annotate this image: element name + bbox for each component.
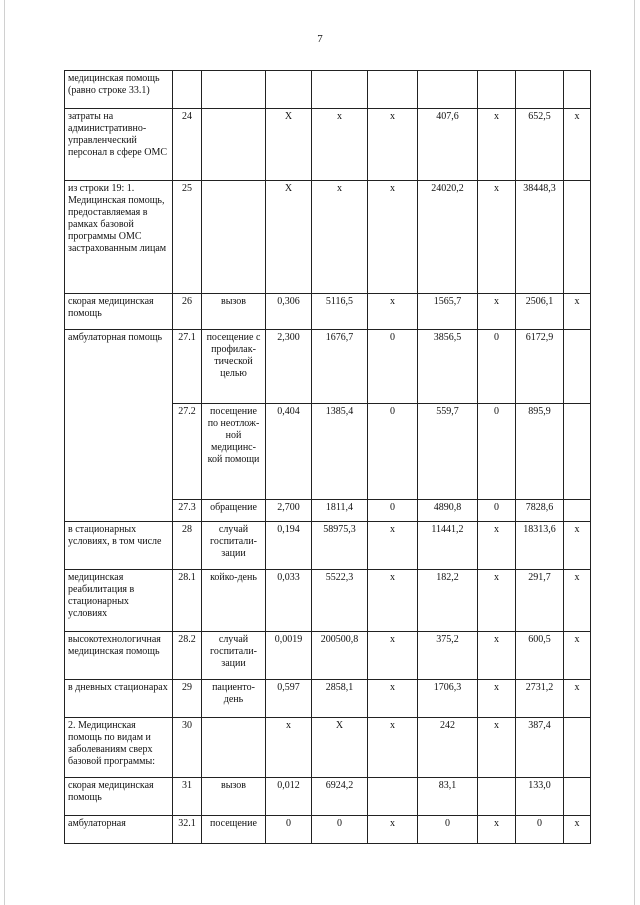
table-cell: 0 — [312, 816, 368, 844]
table-cell: х — [368, 294, 418, 330]
financing-table — [64, 70, 591, 844]
table-cell — [564, 778, 591, 816]
table-cell: 375,2 — [418, 632, 478, 680]
table-cell — [564, 330, 591, 404]
row-name: высокотехнологичная медицинская помощь — [65, 632, 173, 680]
table-cell: 182,2 — [418, 570, 478, 632]
table-cell: 1706,3 — [418, 680, 478, 718]
table-cell: 0,597 — [266, 680, 312, 718]
table-cell: 1385,4 — [312, 404, 368, 500]
row-unit: вызов — [202, 778, 266, 816]
table-cell: 0 — [368, 330, 418, 404]
row-name: скорая медицинская помощь — [65, 778, 173, 816]
table-cell — [564, 181, 591, 294]
row-unit — [202, 718, 266, 778]
table-cell: 5116,5 — [312, 294, 368, 330]
row-code — [173, 71, 202, 109]
row-unit — [202, 71, 266, 109]
table-row — [65, 294, 591, 330]
row-unit — [202, 181, 266, 294]
table-cell: 83,1 — [418, 778, 478, 816]
table-cell — [478, 71, 516, 109]
table-cell: 0,012 — [266, 778, 312, 816]
table-cell: 133,0 — [516, 778, 564, 816]
table-cell: х — [368, 632, 418, 680]
table-cell: 0,404 — [266, 404, 312, 500]
row-code: 29 — [173, 680, 202, 718]
table-row — [65, 680, 591, 718]
table-cell: 200500,8 — [312, 632, 368, 680]
table-cell — [478, 778, 516, 816]
table-cell — [564, 718, 591, 778]
table-cell: 24020,2 — [418, 181, 478, 294]
row-name: медицинская помощь (равно строке 33.1) — [65, 71, 173, 109]
table-row — [65, 109, 591, 181]
table-cell: 0 — [478, 330, 516, 404]
row-unit: посещение — [202, 816, 266, 844]
table-cell: 18313,6 — [516, 522, 564, 570]
row-code: 24 — [173, 109, 202, 181]
page-number: 7 — [317, 33, 323, 45]
table-cell: 0 — [478, 404, 516, 500]
table-cell: 0 — [516, 816, 564, 844]
row-name: в стационарных условиях, в том числе — [65, 522, 173, 570]
row-code: 28 — [173, 522, 202, 570]
table-cell — [564, 71, 591, 109]
table-cell: 5522,3 — [312, 570, 368, 632]
table-cell: 0 — [266, 816, 312, 844]
row-unit: обращение — [202, 500, 266, 522]
row-unit: посещение с профилак-тической целью — [202, 330, 266, 404]
row-code: 25 — [173, 181, 202, 294]
table-cell: 0 — [368, 404, 418, 500]
table-cell: 1565,7 — [418, 294, 478, 330]
table-cell: 38448,3 — [516, 181, 564, 294]
table-cell: 7828,6 — [516, 500, 564, 522]
row-code: 28.2 — [173, 632, 202, 680]
table-cell: х — [368, 680, 418, 718]
row-unit: случай госпитали-зации — [202, 632, 266, 680]
row-code: 30 — [173, 718, 202, 778]
row-code: 32.1 — [173, 816, 202, 844]
table-cell: х — [478, 680, 516, 718]
table-cell: 387,4 — [516, 718, 564, 778]
table-cell — [564, 404, 591, 500]
table-cell: х — [478, 718, 516, 778]
row-code: 27.3 — [173, 500, 202, 522]
table-cell: 559,7 — [418, 404, 478, 500]
table-cell: х — [564, 680, 591, 718]
table-cell: 4890,8 — [418, 500, 478, 522]
table-cell: 2,700 — [266, 500, 312, 522]
table-cell: х — [368, 181, 418, 294]
table-cell: 0,0019 — [266, 632, 312, 680]
table-cell: 6924,2 — [312, 778, 368, 816]
table-row — [65, 816, 591, 844]
table-cell: 2858,1 — [312, 680, 368, 718]
table-cell: х — [478, 632, 516, 680]
table-cell: 242 — [418, 718, 478, 778]
table-cell — [312, 71, 368, 109]
table-cell: 0,306 — [266, 294, 312, 330]
table-cell: X — [266, 181, 312, 294]
table-row — [65, 330, 591, 404]
table-row — [65, 570, 591, 632]
table-cell: 0,033 — [266, 570, 312, 632]
table-cell: 6172,9 — [516, 330, 564, 404]
table-cell: х — [478, 294, 516, 330]
table-cell — [266, 71, 312, 109]
table-cell: х — [478, 109, 516, 181]
table-cell: 58975,3 — [312, 522, 368, 570]
table-cell: 1811,4 — [312, 500, 368, 522]
table-cell — [418, 71, 478, 109]
table-cell: х — [368, 109, 418, 181]
table-cell: 407,6 — [418, 109, 478, 181]
table-cell: 2731,2 — [516, 680, 564, 718]
table-row — [65, 71, 591, 109]
row-unit: посещение по неотлож-ной медицинс-кой помощи — [202, 404, 266, 500]
table-cell: 652,5 — [516, 109, 564, 181]
table-cell: х — [564, 294, 591, 330]
scan-edge-left — [4, 0, 5, 905]
row-name: амбулаторная — [65, 816, 173, 844]
table-cell: х — [564, 109, 591, 181]
table-cell — [368, 778, 418, 816]
table-row — [65, 778, 591, 816]
table-cell: х — [564, 522, 591, 570]
table-row — [65, 718, 591, 778]
row-code: 28.1 — [173, 570, 202, 632]
table-row — [65, 522, 591, 570]
row-unit: пациенто-день — [202, 680, 266, 718]
table-cell: 0 — [368, 500, 418, 522]
table-cell: х — [368, 816, 418, 844]
table-cell: х — [368, 718, 418, 778]
table-cell: х — [478, 570, 516, 632]
table-cell: 11441,2 — [418, 522, 478, 570]
table-cell — [564, 500, 591, 522]
table-row — [65, 181, 591, 294]
table-cell: 0,194 — [266, 522, 312, 570]
table-cell: 2,300 — [266, 330, 312, 404]
row-code: 27.2 — [173, 404, 202, 500]
row-code: 31 — [173, 778, 202, 816]
row-unit: случай госпитали-зации — [202, 522, 266, 570]
table-cell: 1676,7 — [312, 330, 368, 404]
table-cell: х — [478, 522, 516, 570]
table-cell: 0 — [478, 500, 516, 522]
table-cell: 2506,1 — [516, 294, 564, 330]
table-cell: 600,5 — [516, 632, 564, 680]
row-name: из строки 19: 1. Медицинская помощь, предоставляемая в рамках базовой программы ОМС застрахованным лицам — [65, 181, 173, 294]
table-cell — [368, 71, 418, 109]
row-code: 26 — [173, 294, 202, 330]
table-cell: 0 — [418, 816, 478, 844]
row-name: амбулаторная помощь — [65, 330, 173, 522]
table-cell: х — [368, 570, 418, 632]
row-name: затраты на административно-управленческий персонал в сфере ОМС — [65, 109, 173, 181]
row-name: 2. Медицинская помощь по видам и заболеваниям сверх базовой программы: — [65, 718, 173, 778]
table-cell: х — [564, 816, 591, 844]
table-cell: х — [312, 181, 368, 294]
row-code: 27.1 — [173, 330, 202, 404]
table-cell: х — [368, 522, 418, 570]
table-cell: х — [478, 816, 516, 844]
table-cell: х — [266, 718, 312, 778]
table-cell: 291,7 — [516, 570, 564, 632]
table-cell: X — [312, 718, 368, 778]
table-cell: X — [266, 109, 312, 181]
table-cell: х — [564, 570, 591, 632]
table-cell: х — [564, 632, 591, 680]
row-name: скорая медицинская помощь — [65, 294, 173, 330]
row-unit: вызов — [202, 294, 266, 330]
table-row — [65, 632, 591, 680]
table-cell: х — [312, 109, 368, 181]
row-name: медицинская реабилитация в стационарных условиях — [65, 570, 173, 632]
row-unit — [202, 109, 266, 181]
table-cell — [516, 71, 564, 109]
table-cell: 895,9 — [516, 404, 564, 500]
row-unit: койко-день — [202, 570, 266, 632]
table-cell: х — [478, 181, 516, 294]
table-cell: 3856,5 — [418, 330, 478, 404]
row-name: в дневных стационарах — [65, 680, 173, 718]
scan-edge-right — [634, 0, 635, 905]
